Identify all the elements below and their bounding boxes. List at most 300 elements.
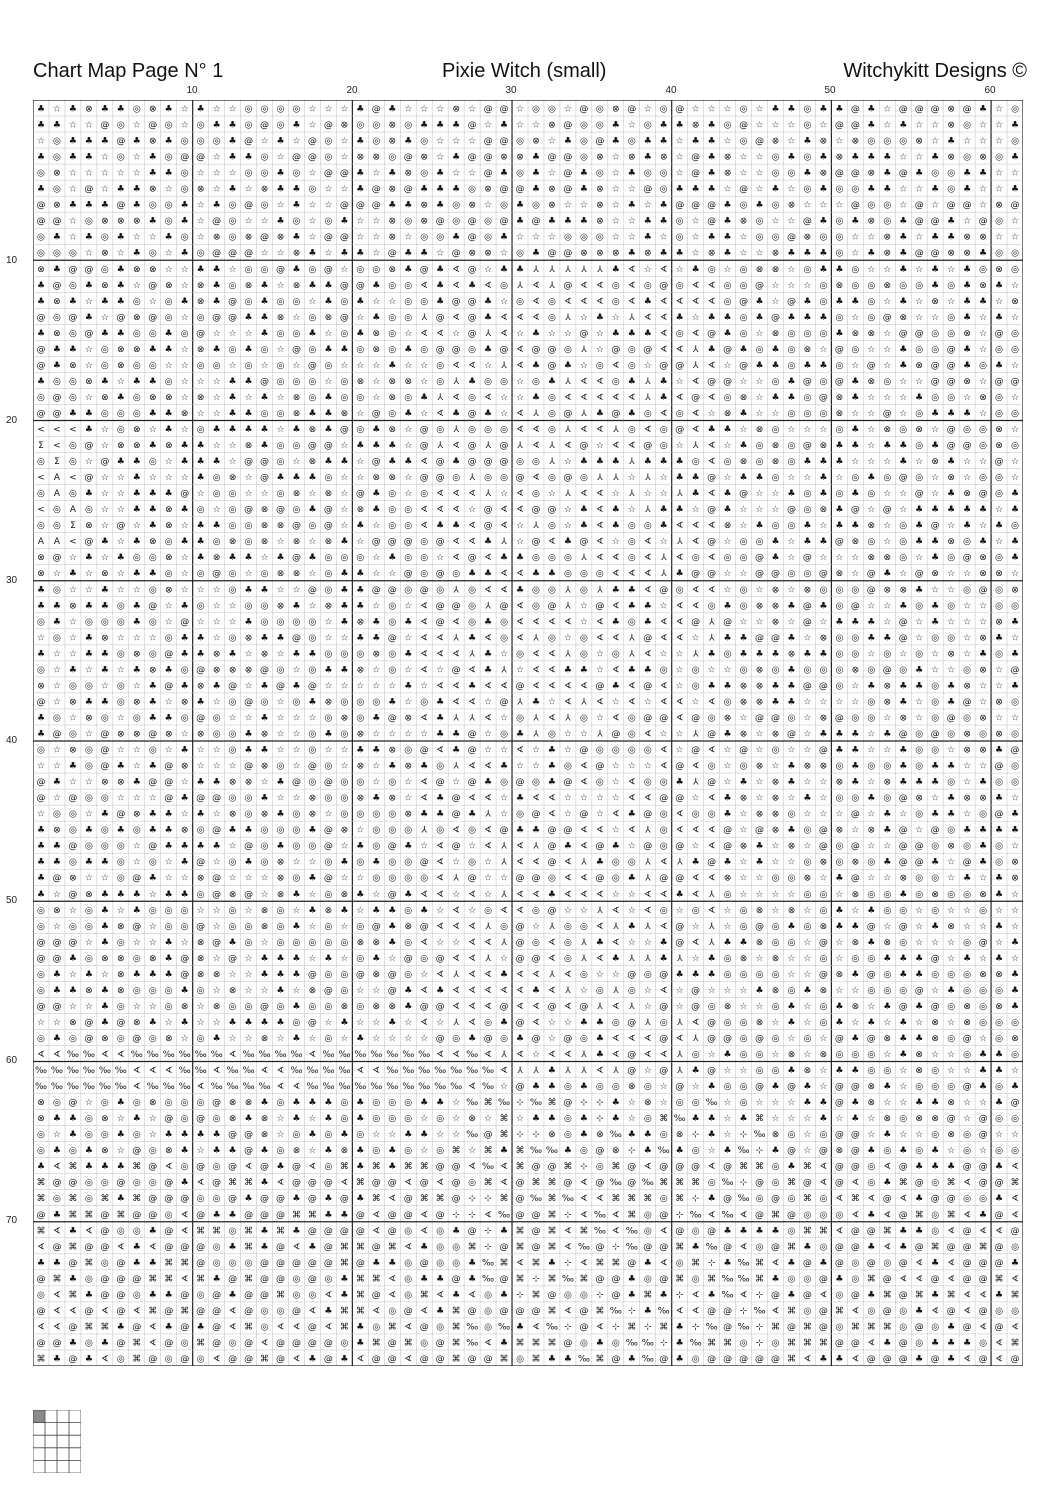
stitch-symbol: ♣ — [867, 617, 875, 627]
stitch-symbol: ◎ — [947, 393, 955, 403]
stitch-symbol: ♣ — [755, 1226, 763, 1236]
stitch-symbol: ☆ — [883, 713, 891, 723]
stitch-symbol: ∢ — [708, 842, 716, 852]
stitch-symbol: ⅄ — [628, 1002, 635, 1012]
stitch-symbol: ◎ — [420, 137, 428, 147]
stitch-symbol: ◎ — [804, 185, 812, 195]
stitch-symbol: ☆ — [324, 329, 332, 339]
stitch-symbol: @ — [468, 153, 477, 163]
stitch-symbol: ◎ — [804, 121, 812, 131]
stitch-symbol: ☆ — [404, 601, 412, 611]
stitch-symbol: ◎ — [660, 810, 668, 820]
stitch-symbol: ☆ — [963, 922, 971, 932]
stitch-symbol: ◎ — [819, 1242, 827, 1252]
stitch-symbol: ☆ — [612, 537, 620, 547]
stitch-symbol: ◎ — [117, 938, 125, 948]
stitch-symbol: ∢ — [820, 1290, 828, 1300]
stitch-symbol: ♣ — [883, 633, 891, 643]
stitch-symbol: @ — [196, 1210, 205, 1220]
stitch-symbol: ◎ — [931, 393, 939, 403]
stitch-symbol: ☆ — [420, 730, 428, 740]
stitch-symbol: ☆ — [628, 185, 636, 195]
stitch-symbol: ☆ — [436, 665, 444, 675]
stitch-symbol: ◎ — [947, 313, 955, 323]
stitch-symbol: ☆ — [548, 169, 556, 179]
stitch-symbol: ⌘ — [180, 1258, 189, 1268]
stitch-symbol: ♣ — [708, 649, 716, 659]
stitch-symbol: ♣ — [628, 810, 636, 820]
stitch-symbol: ♣ — [995, 874, 1003, 884]
stitch-symbol: ◎ — [404, 970, 412, 980]
stitch-symbol: ☆ — [787, 1114, 795, 1124]
stitch-symbol: ◎ — [867, 713, 875, 723]
stitch-symbol: @ — [947, 1114, 956, 1124]
stitch-symbol: ⊗ — [947, 249, 955, 259]
stitch-symbol: ◎ — [165, 1098, 173, 1108]
stitch-symbol: ◎ — [500, 281, 508, 291]
stitch-symbol: @ — [500, 697, 509, 707]
stitch-symbol: ☆ — [53, 105, 61, 115]
stitch-symbol: ◎ — [788, 1194, 796, 1204]
stitch-symbol: ◎ — [356, 121, 364, 131]
stitch-symbol: ☆ — [915, 153, 923, 163]
stitch-symbol: ⊹ — [564, 1210, 572, 1220]
stitch-symbol: ◎ — [340, 649, 348, 659]
stitch-symbol: ◎ — [101, 1098, 109, 1108]
designer-credit: Witchykitt Designs © — [843, 60, 1027, 83]
stitch-symbol: @ — [388, 1354, 397, 1364]
stitch-symbol: ◎ — [532, 489, 540, 499]
stitch-symbol: ⌘ — [691, 1258, 700, 1268]
stitch-symbol: ◎ — [995, 1082, 1003, 1092]
stitch-symbol: @ — [308, 1338, 317, 1348]
stitch-symbol: ◎ — [915, 1338, 923, 1348]
stitch-symbol: ♣ — [133, 1242, 141, 1252]
stitch-symbol: ☆ — [133, 1002, 141, 1012]
stitch-symbol: ⊗ — [197, 874, 205, 884]
stitch-symbol: @ — [436, 778, 445, 788]
stitch-symbol: ◎ — [213, 489, 221, 499]
stitch-symbol: ◎ — [676, 281, 684, 291]
stitch-symbol: ♣ — [420, 393, 428, 403]
stitch-symbol: ◎ — [867, 665, 875, 675]
stitch-symbol: ♣ — [644, 617, 652, 627]
stitch-symbol: ☆ — [947, 665, 955, 675]
stitch-symbol: ∢ — [37, 1242, 45, 1252]
stitch-symbol: ♣ — [436, 1274, 444, 1284]
stitch-symbol: ∢ — [452, 1002, 460, 1012]
stitch-symbol: ◎ — [931, 329, 939, 339]
stitch-symbol: ♣ — [85, 201, 93, 211]
stitch-symbol: ⊗ — [548, 185, 556, 195]
stitch-symbol: ♣ — [660, 1290, 668, 1300]
stitch-symbol: ☆ — [452, 169, 460, 179]
stitch-symbol: ∢ — [420, 890, 428, 900]
stitch-symbol: ♣ — [165, 890, 173, 900]
stitch-symbol: ⊗ — [53, 826, 61, 836]
stitch-symbol: ∢ — [660, 345, 668, 355]
stitch-symbol: ◎ — [324, 361, 332, 371]
stitch-symbol: @ — [963, 441, 972, 451]
stitch-symbol: @ — [883, 409, 892, 419]
stitch-symbol: ♣ — [37, 585, 45, 595]
stitch-symbol: ♣ — [213, 681, 221, 691]
stitch-symbol: @ — [979, 217, 988, 227]
stitch-symbol: ♣ — [292, 1098, 300, 1108]
stitch-symbol: ☆ — [724, 441, 732, 451]
stitch-symbol: ♣ — [708, 1130, 716, 1140]
stitch-symbol: ☆ — [931, 1050, 939, 1060]
stitch-symbol: @ — [675, 922, 684, 932]
stitch-symbol: @ — [148, 121, 157, 131]
stitch-symbol: ♣ — [500, 762, 508, 772]
stitch-symbol: ☆ — [628, 473, 636, 483]
stitch-symbol: ♣ — [915, 681, 923, 691]
stitch-symbol: ∢ — [468, 665, 476, 675]
stitch-symbol: ♣ — [660, 377, 668, 387]
stitch-symbol: ♣ — [963, 345, 971, 355]
stitch-symbol: ◎ — [612, 746, 620, 756]
stitch-symbol: ♣ — [1011, 121, 1019, 131]
stitch-symbol: ♣ — [85, 553, 93, 563]
stitch-symbol: ☆ — [947, 1146, 955, 1156]
stitch-symbol: ◎ — [372, 121, 380, 131]
stitch-symbol: ∢ — [293, 1082, 301, 1092]
stitch-symbol: ◎ — [915, 473, 923, 483]
stitch-symbol: ⌘ — [883, 1226, 892, 1236]
stitch-symbol: ⅄ — [500, 938, 507, 948]
stitch-symbol: ♣ — [133, 778, 141, 788]
stitch-symbol: ⊗ — [53, 201, 61, 211]
stitch-symbol: ∢ — [484, 1338, 492, 1348]
stitch-symbol: ☆ — [851, 553, 859, 563]
stitch-symbol: ⌘ — [244, 1274, 253, 1284]
stitch-symbol: ⊗ — [197, 681, 205, 691]
stitch-symbol: ♣ — [276, 169, 284, 179]
stitch-symbol: ∢ — [676, 345, 684, 355]
stitch-symbol: ◎ — [324, 922, 332, 932]
stitch-symbol: ◎ — [117, 649, 125, 659]
stitch-symbol: ‰ — [642, 1354, 654, 1364]
stitch-symbol: ♣ — [372, 617, 380, 627]
stitch-symbol: ◎ — [372, 1098, 380, 1108]
stitch-symbol: ◎ — [772, 1178, 780, 1188]
stitch-symbol: ⌘ — [787, 1306, 796, 1316]
stitch-symbol: ☆ — [867, 265, 875, 275]
stitch-symbol: ☆ — [580, 601, 588, 611]
stitch-symbol: ◎ — [181, 1338, 189, 1348]
stitch-symbol: ♣ — [867, 633, 875, 643]
stitch-symbol: ◎ — [1011, 1306, 1019, 1316]
stitch-symbol: ♣ — [899, 1050, 907, 1060]
stitch-symbol: ∢ — [500, 521, 508, 531]
stitch-symbol: ∢ — [564, 617, 572, 627]
stitch-symbol: ⌘ — [947, 1290, 956, 1300]
stitch-symbol: ♣ — [708, 1194, 716, 1204]
stitch-symbol: ◎ — [293, 217, 301, 227]
stitch-symbol: ♣ — [500, 1146, 508, 1156]
stitch-symbol: @ — [915, 1178, 924, 1188]
stitch-symbol: ◎ — [692, 457, 700, 467]
stitch-symbol: ☆ — [516, 121, 524, 131]
stitch-symbol: ‰ — [610, 1178, 622, 1188]
stitch-symbol: ◎ — [85, 1178, 93, 1188]
stitch-symbol: ☆ — [292, 794, 300, 804]
stitch-symbol: ◎ — [309, 633, 317, 643]
stitch-symbol: ◎ — [85, 1114, 93, 1124]
stitch-symbol: ∢ — [628, 1034, 636, 1044]
stitch-symbol: ∢ — [676, 601, 684, 611]
stitch-symbol: ⊗ — [915, 361, 923, 371]
stitch-symbol: ☆ — [915, 697, 923, 707]
stitch-symbol: @ — [292, 553, 301, 563]
stitch-symbol: @ — [547, 249, 556, 259]
stitch-symbol: ⊗ — [772, 137, 780, 147]
stitch-symbol: ∢ — [836, 1226, 844, 1236]
stitch-symbol: @ — [196, 794, 205, 804]
stitch-symbol: ♣ — [787, 762, 795, 772]
stitch-symbol: ☆ — [644, 938, 652, 948]
stitch-symbol: @ — [84, 1306, 93, 1316]
stitch-symbol: ♣ — [69, 1114, 77, 1124]
stitch-symbol: ☆ — [692, 505, 700, 515]
stitch-symbol: ♣ — [340, 1274, 348, 1284]
stitch-symbol: ♣ — [117, 1098, 125, 1108]
stitch-symbol: ⊗ — [149, 185, 157, 195]
stitch-symbol: ∢ — [436, 649, 444, 659]
stitch-symbol: ∢ — [676, 633, 684, 643]
stitch-symbol: ♣ — [979, 858, 987, 868]
stitch-symbol: ☆ — [787, 858, 795, 868]
stitch-symbol: ⊗ — [277, 521, 285, 531]
stitch-symbol: ♣ — [995, 922, 1003, 932]
stitch-symbol: ∢ — [580, 425, 588, 435]
stitch-symbol: ◎ — [229, 633, 237, 643]
stitch-symbol: ⊗ — [899, 313, 907, 323]
stitch-symbol: ☆ — [516, 665, 524, 675]
stitch-symbol: @ — [547, 153, 556, 163]
stitch-symbol: ◎ — [772, 922, 780, 932]
stitch-symbol: @ — [404, 1194, 413, 1204]
stitch-symbol: ◎ — [261, 617, 269, 627]
stitch-symbol: ⊗ — [836, 281, 844, 291]
stitch-symbol: ◎ — [53, 137, 61, 147]
stitch-symbol: ◎ — [165, 201, 173, 211]
stitch-symbol: ◎ — [324, 153, 332, 163]
stitch-symbol: ♣ — [628, 377, 636, 387]
stitch-symbol: ∢ — [229, 1306, 237, 1316]
stitch-symbol: ♣ — [133, 185, 141, 195]
stitch-symbol: ☆ — [787, 265, 795, 275]
stitch-symbol: ⅄ — [628, 489, 635, 499]
stitch-symbol: ‰ — [354, 1082, 366, 1092]
stitch-symbol: @ — [324, 169, 333, 179]
stitch-symbol: ◎ — [149, 986, 157, 996]
stitch-symbol: ☆ — [995, 297, 1003, 307]
stitch-symbol: ☆ — [181, 393, 189, 403]
stitch-symbol: ⊗ — [357, 617, 365, 627]
stitch-symbol: ◎ — [101, 409, 109, 419]
stitch-symbol: ☆ — [308, 201, 316, 211]
stitch-symbol: ♣ — [851, 425, 859, 435]
stitch-symbol: ♣ — [899, 441, 907, 451]
stitch-symbol: @ — [68, 1258, 77, 1268]
stitch-symbol: ∢ — [596, 553, 604, 563]
stitch-symbol: ♣ — [995, 1194, 1003, 1204]
stitch-symbol: ♣ — [883, 954, 891, 964]
stitch-symbol: ∢ — [596, 633, 604, 643]
stitch-symbol: ♣ — [181, 217, 189, 227]
stitch-symbol: @ — [468, 1354, 477, 1364]
stitch-symbol: ♣ — [931, 409, 939, 419]
stitch-symbol: ♣ — [117, 457, 125, 467]
stitch-symbol: ∢ — [580, 890, 588, 900]
stitch-symbol: ☆ — [245, 473, 253, 483]
stitch-symbol: ☆ — [308, 922, 316, 932]
stitch-symbol: ♣ — [484, 569, 492, 579]
stitch-symbol: ⊗ — [245, 633, 253, 643]
stitch-symbol: @ — [244, 1338, 253, 1348]
stitch-symbol: ◎ — [580, 569, 588, 579]
stitch-symbol: ☆ — [899, 649, 907, 659]
stitch-symbol: ☆ — [612, 217, 620, 227]
stitch-symbol: ∢ — [580, 393, 588, 403]
stitch-symbol: ☆ — [771, 858, 779, 868]
stitch-symbol: ♣ — [803, 457, 811, 467]
stitch-symbol: ◎ — [516, 457, 524, 467]
stitch-symbol: ♣ — [995, 1050, 1003, 1060]
stitch-symbol: ◎ — [835, 585, 843, 595]
stitch-symbol: @ — [276, 1242, 285, 1252]
stitch-symbol: ☆ — [1011, 361, 1019, 371]
stitch-symbol: ◎ — [404, 281, 412, 291]
stitch-symbol: ⅄ — [532, 730, 539, 740]
stitch-symbol: ♣ — [213, 265, 221, 275]
stitch-symbol: ⌘ — [244, 1242, 253, 1252]
stitch-symbol: ◎ — [420, 697, 428, 707]
stitch-symbol: ♣ — [995, 633, 1003, 643]
stitch-symbol: ♣ — [947, 794, 955, 804]
stitch-symbol: @ — [755, 137, 764, 147]
stitch-symbol: @ — [787, 297, 796, 307]
stitch-symbol: ∢ — [995, 1226, 1003, 1236]
stitch-symbol: ⅄ — [708, 890, 715, 900]
stitch-symbol: @ — [659, 1242, 668, 1252]
stitch-symbol: ♣ — [516, 201, 524, 211]
stitch-symbol: ♣ — [692, 473, 700, 483]
stitch-symbol: ◎ — [85, 746, 93, 756]
stitch-symbol: ♣ — [979, 1066, 987, 1076]
stitch-symbol: ☆ — [564, 457, 572, 467]
stitch-symbol: ♣ — [819, 249, 827, 259]
stitch-symbol: ♣ — [883, 730, 891, 740]
stitch-symbol: ◎ — [404, 521, 412, 531]
stitch-symbol: ◎ — [612, 1338, 620, 1348]
stitch-symbol: @ — [899, 826, 908, 836]
stitch-symbol: ☆ — [787, 217, 795, 227]
stitch-symbol: ☆ — [229, 329, 237, 339]
stitch-symbol: ‰ — [67, 1082, 79, 1092]
stitch-symbol: ♣ — [931, 601, 939, 611]
stitch-symbol: ◎ — [596, 569, 604, 579]
stitch-symbol: @ — [531, 1306, 540, 1316]
stitch-symbol: ♣ — [308, 473, 316, 483]
stitch-symbol: ◎ — [277, 938, 285, 948]
stitch-symbol: ☆ — [436, 906, 444, 916]
stitch-symbol: ◎ — [197, 1354, 205, 1364]
stitch-symbol: ☆ — [883, 537, 891, 547]
stitch-symbol: ⌘ — [356, 1178, 365, 1188]
stitch-symbol: ◎ — [484, 1306, 492, 1316]
stitch-symbol: ♣ — [245, 617, 253, 627]
stitch-symbol: ∢ — [420, 713, 428, 723]
stitch-symbol: @ — [579, 441, 588, 451]
stitch-symbol: ⊗ — [947, 153, 955, 163]
stitch-symbol: ◎ — [724, 954, 732, 964]
stitch-symbol: ♣ — [708, 970, 716, 980]
stitch-symbol: ⊗ — [420, 153, 428, 163]
stitch-symbol: ∢ — [676, 297, 684, 307]
stitch-symbol: ⌘ — [148, 1274, 157, 1284]
stitch-symbol: ◎ — [293, 105, 301, 115]
stitch-symbol: ☆ — [85, 345, 93, 355]
stitch-symbol: @ — [835, 121, 844, 131]
stitch-symbol: ∢ — [516, 505, 524, 515]
stitch-symbol: ♣ — [165, 954, 173, 964]
stitch-symbol: ♣ — [708, 1290, 716, 1300]
stitch-symbol: ⅄ — [660, 553, 667, 563]
stitch-symbol: ⌘ — [196, 1274, 205, 1284]
stitch-symbol: ∢ — [293, 1354, 301, 1364]
stitch-symbol: ∢ — [277, 1178, 285, 1188]
stitch-symbol: ⊗ — [197, 954, 205, 964]
stitch-symbol: ☆ — [101, 489, 109, 499]
stitch-symbol: ♣ — [117, 762, 125, 772]
stitch-symbol: ◎ — [1011, 249, 1019, 259]
stitch-symbol: ⅄ — [564, 489, 571, 499]
stitch-symbol: ☆ — [181, 1034, 189, 1044]
stitch-symbol: ◎ — [293, 377, 301, 387]
stitch-symbol: @ — [851, 1146, 860, 1156]
stitch-symbol: ♣ — [388, 1018, 396, 1028]
stitch-symbol: ⊗ — [915, 425, 923, 435]
stitch-symbol: ☆ — [947, 1066, 955, 1076]
stitch-symbol: ♣ — [324, 1194, 332, 1204]
stitch-symbol: ⊹ — [692, 1322, 700, 1332]
stitch-symbol: ⅄ — [692, 441, 699, 451]
stitch-symbol: ⊗ — [101, 1034, 109, 1044]
stitch-symbol: ⅄ — [612, 986, 619, 996]
stitch-symbol: ☆ — [915, 121, 923, 131]
stitch-symbol: ◎ — [644, 121, 652, 131]
stitch-symbol: ∢ — [708, 281, 716, 291]
stitch-symbol: ♣ — [628, 922, 636, 932]
stitch-symbol: ◎ — [899, 1114, 907, 1124]
stitch-symbol: ⊹ — [740, 1130, 748, 1140]
stitch-symbol: ⊗ — [644, 1098, 652, 1108]
stitch-symbol: ◎ — [436, 1322, 444, 1332]
stitch-symbol: ☆ — [708, 409, 716, 419]
stitch-symbol: ♣ — [245, 585, 253, 595]
stitch-symbol: ♣ — [979, 297, 987, 307]
stitch-symbol: ⅄ — [644, 858, 651, 868]
stitch-symbol: @ — [308, 441, 317, 451]
stitch-symbol: ◎ — [915, 1082, 923, 1092]
stitch-symbol: ☆ — [372, 297, 380, 307]
stitch-symbol: ◎ — [309, 265, 317, 275]
stitch-symbol: @ — [659, 1066, 668, 1076]
stitch-symbol: ⅄ — [580, 265, 587, 275]
